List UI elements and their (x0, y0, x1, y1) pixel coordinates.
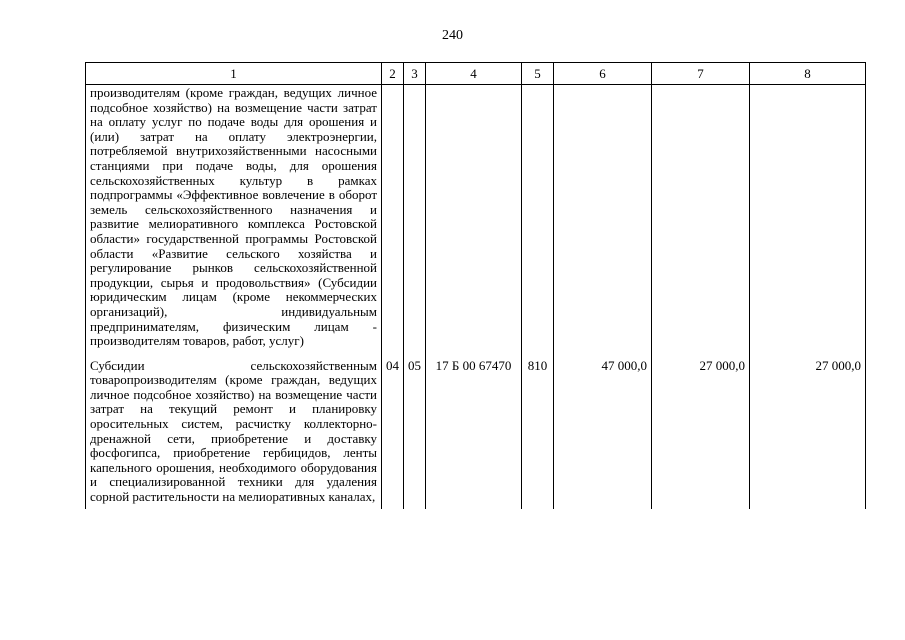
header-row (86, 63, 866, 85)
row-target-code: 17 Б 00 67470 (426, 359, 522, 509)
row-expense-type (522, 85, 554, 359)
row-target-code (426, 85, 522, 359)
row-section: 04 (382, 359, 404, 509)
row-amount-1: 47 000,0 (554, 359, 652, 509)
row-amount-2 (652, 85, 750, 359)
row-amount-2: 27 000,0 (652, 359, 750, 509)
header-col-6: 6 (554, 63, 652, 85)
header-col-5: 5 (522, 63, 554, 85)
row-section (382, 85, 404, 359)
budget-table (85, 62, 866, 509)
row-amount-1 (554, 85, 652, 359)
row-expense-type: 810 (522, 359, 554, 509)
row-subsection: 05 (404, 359, 426, 509)
row-amount-3: 27 000,0 (750, 359, 866, 509)
table-row (86, 85, 866, 359)
header-col-7: 7 (652, 63, 750, 85)
row-description: Субсидии сельскохозяйственным товаропроизводителям (кроме граждан, ведущих личное подсобное хозяйство) на возмещение части затрат на текущий ремонт и планировку оросительных систем, расчистку коллекторно-дренажной сети, приобретение и доставку фосфогипса, приобретение гербицидов, ленты капельного орошения, необходимого оборудования и специализированной техники для удаления сорной растительности на мелиоративных каналах, (86, 359, 382, 509)
row-subsection (404, 85, 426, 359)
header-col-8: 8 (750, 63, 866, 85)
header-col-3: 3 (404, 63, 426, 85)
page-number: 240 (442, 28, 463, 43)
row-description: производителям (кроме граждан, ведущих личное подсобное хозяйство) на возмещение части затрат на оплату услуг по подаче воды для орошения и (или) затрат на оплату электроэнергии, потребляемой внутрихозяйственными насосными станциями при подаче воды, для орошения сельскохозяйственных культур в рамках подпрограммы «Эффективное вовлечение в оборот земель сельскохозяйственного назначения и развитие мелиоративного комплекса Ростовской области» государственной программы Ростовской области «Развитие сельского хозяйства и регулирование рынков сельскохозяйственной продукции, сырья и продовольствия» (Субсидии юридическим лицам (кроме некоммерческих организаций), индивидуальным предпринимателям, физическим лицам - производителям товаров, работ, услуг) (86, 85, 382, 359)
header-col-1: 1 (86, 63, 382, 85)
table-row (86, 359, 866, 509)
row-amount-3 (750, 85, 866, 359)
header-col-4: 4 (426, 63, 522, 85)
header-col-2: 2 (382, 63, 404, 85)
